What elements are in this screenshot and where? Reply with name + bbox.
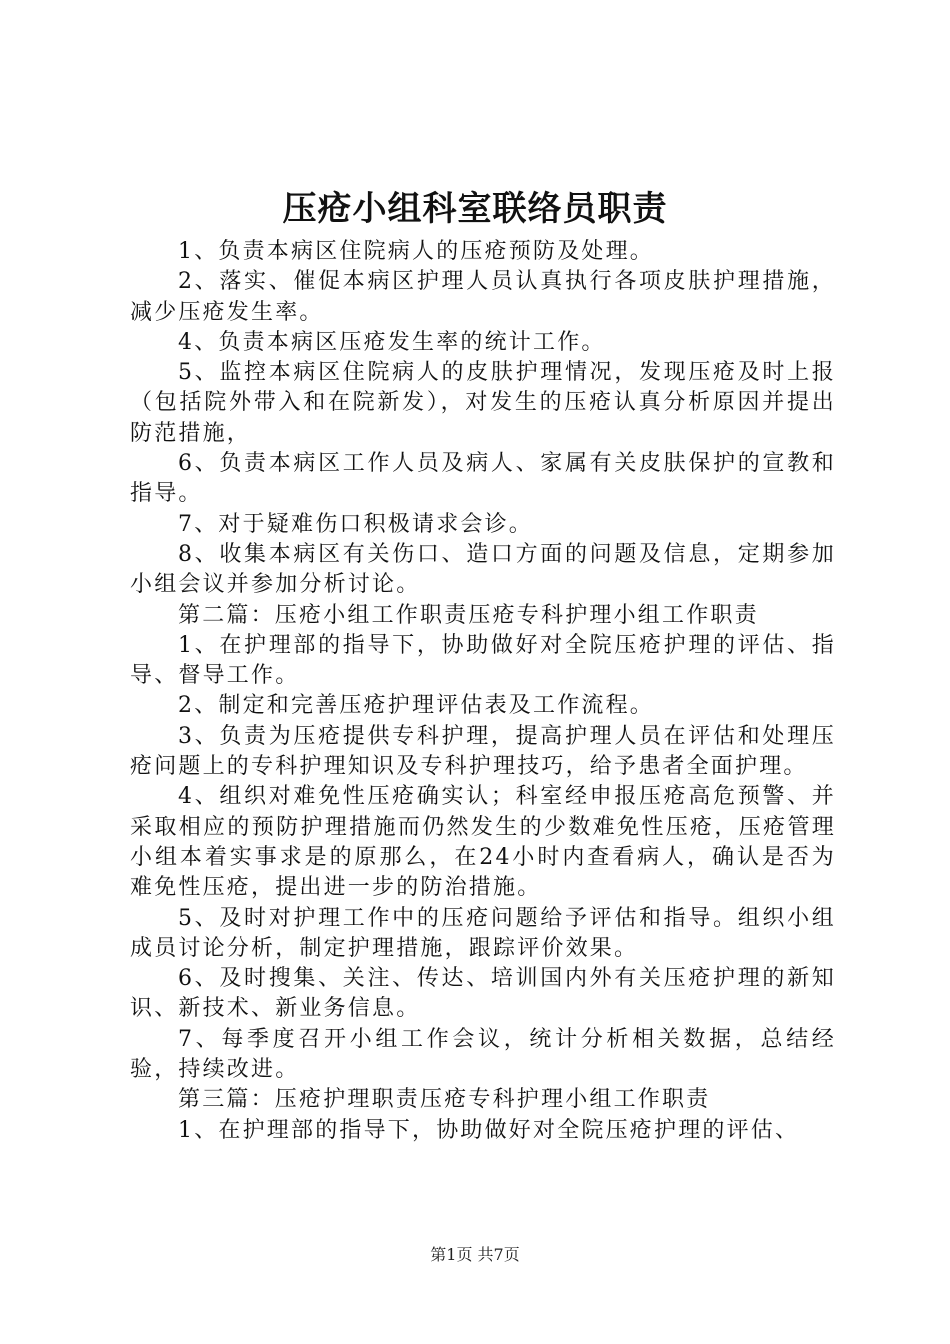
paragraph: 7、每季度召开小组工作会议，统计分析相关数据，总结经验，持续改进。: [130, 1026, 836, 1083]
paragraph: 1、负责本病区住院病人的压疮预防及处理。: [178, 239, 654, 264]
paragraph: 2、制定和完善压疮护理评估表及工作流程。: [178, 693, 654, 719]
paragraph: 5、及时对护理工作中的压疮问题给予评估和指导。组织小组成员讨论分析，制定护理措施，跟踪评价效果。: [130, 905, 836, 961]
page-footer: 第1页 共7页: [430, 1245, 520, 1264]
paragraph: 1、在护理部的指导下，协助做好对全院压疮护理的评估、指导、督导工作。: [130, 632, 836, 689]
paragraph: 6、负责本病区工作人员及病人、家属有关皮肤保护的宣教和指导。: [130, 451, 836, 507]
section-heading: 第二篇：压疮小组工作职责压疮专科护理小组工作职责: [178, 602, 759, 628]
paragraph: 8、收集本病区有关伤口、造口方面的问题及信息，定期参加小组会议并参加分析讨论。: [130, 541, 836, 598]
document-body: [130, 237, 836, 1146]
document-title: 压疮小组科室联络员职责: [282, 189, 668, 229]
paragraph: 4、负责本病区压疮发生率的统计工作。: [178, 329, 606, 355]
paragraph: 2、落实、催促本病区护理人员认真执行各项皮肤护理措施，减少压疮发生率。: [130, 269, 836, 325]
paragraph: 4、组织对难免性压疮确实认；科室经申报压疮高危预警、并采取相应的预防护理措施而仍然发生的少数难免性压疮，压疮管理小组本着实事求是的原那么，在24小时内查看病人，确认是否为难免性压疮，提出进一步的防治措施。: [130, 784, 836, 901]
paragraph: 5、监控本病区住院病人的皮肤护理情况，发现压疮及时上报（包括院外带入和在院新发），对发生的压疮认真分析原因并提出防范措施，: [130, 360, 836, 446]
paragraph: 7、对于疑难伤口积极请求会诊。: [178, 511, 533, 537]
paragraph: 1、在护理部的指导下，协助做好对全院压疮护理的评估、: [178, 1117, 800, 1143]
paragraph: 6、及时搜集、关注、传达、培训国内外有关压疮护理的新知识、新技术、新业务信息。: [130, 966, 836, 1022]
paragraph: 3、负责为压疮提供专科护理，提高护理人员在评估和处理压疮问题上的专科护理知识及专科护理技巧，给予患者全面护理。: [130, 723, 836, 780]
section-heading: 第三篇：压疮护理职责压疮专科护理小组工作职责: [178, 1087, 711, 1113]
